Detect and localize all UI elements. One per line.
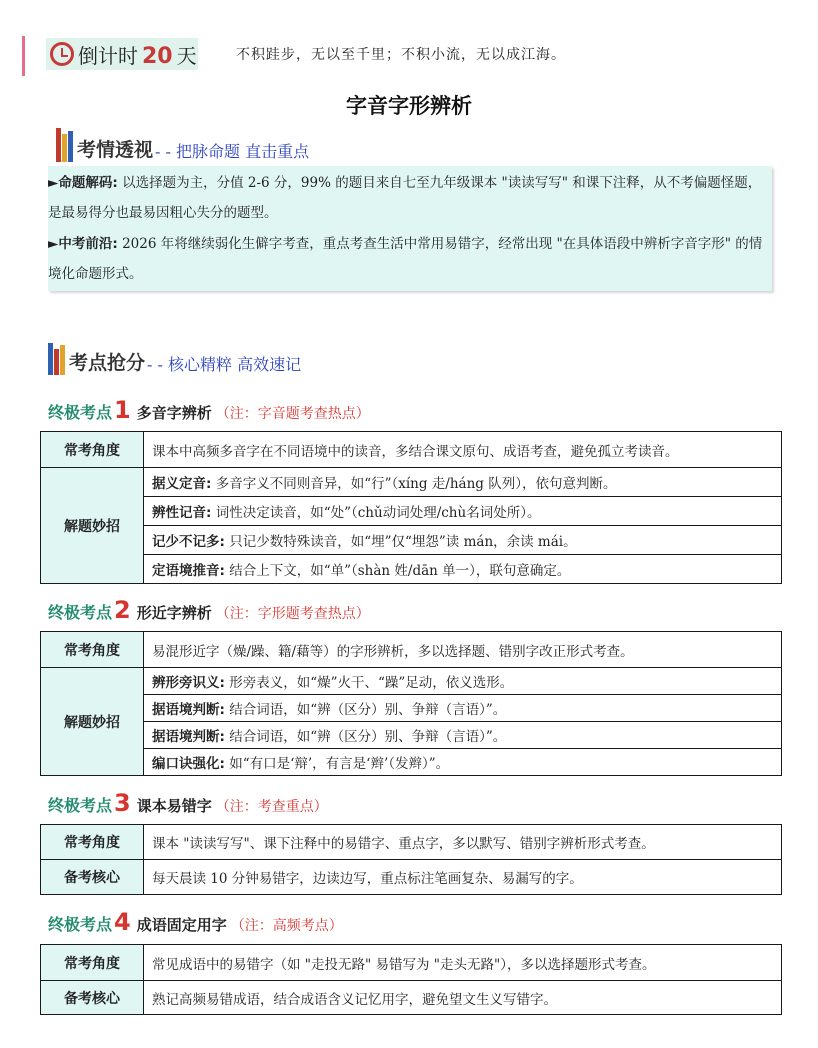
row-content: 每天晨读 10 分钟易错字，边读边写，重点标注笔画复杂、易漏写的字。 [144, 860, 782, 895]
row-label: 备考核心 [41, 981, 144, 1015]
row-content: 课本 "读读写写"、课下注释中的易错字、重点字，多以默写、错别字辨析形式考查。 [144, 825, 782, 860]
motto: 不积跬步，无以至千里；不积小流，无以成江海。 [236, 47, 566, 63]
key-point-heading: 终极考点 2 形近字辨析 （注：字形题考查热点） [48, 596, 370, 624]
key-point-heading: 终极考点 3 课本易错字 （注：考查重点） [48, 789, 328, 817]
books-icon [56, 128, 73, 162]
key-point-table [40, 431, 782, 584]
key-point-heading: 终极考点 4 成语固定用字 （注：高频考点） [48, 908, 343, 936]
key-point-table [40, 631, 782, 776]
row-label: 解题妙招 [41, 668, 144, 776]
exam-info-item: ►中考前沿: 2026 年将继续弱化生僻字考查，重点考查生活中常用易错字，经常出现 "在具体语段中辨析字音字形" 的情境化命题形式。 [48, 236, 763, 282]
points-section-subtitle: - - 核心精粹 高效速记 [147, 355, 302, 374]
row-content: 熟记高频易错成语，结合成语含义记忆用字，避免望文生义写错字。 [144, 981, 782, 1015]
points-section-title: 考点抢分 [69, 352, 146, 374]
tip-item: 记少不记多: 只记少数特殊读音，如“埋”仅“埋怨”读 mán，余读 mái。 [144, 526, 782, 555]
books-icon [48, 343, 65, 375]
exam-info-item: ►命题解码: 以选择题为主，分值 2-6 分，99% 的题目来自七至九年级课本 "读读写写" 和课下注释，从不考偏题怪题，是最易得分也最易因粗心失分的题型。 [48, 175, 762, 221]
row-content: 课本中高频多音字在不同语境中的读音，多结合课文原句、成语考查，避免孤立考读音。 [144, 432, 782, 468]
tip-item: 定语境推音: 结合上下文，如“单”（shàn 姓/dān 单一），联句意确定。 [144, 555, 782, 584]
key-point-table [40, 944, 782, 1015]
countdown-text: 倒计时 20 天 [78, 43, 197, 69]
tip-item: 辨性记音: 词性决定读音，如“处”（chǔ动词处理/chù名词处所）。 [144, 497, 782, 526]
clock-icon [50, 42, 74, 66]
tip-item: 据语境判断: 结合词语，如“辨（区分）别、争辩（言语）”。 [144, 722, 782, 749]
exam-section-heading [56, 128, 309, 162]
row-content: 易混形近字（燥/躁、籍/藉等）的字形辨析，多以选择题、错别字改正形式考查。 [144, 632, 782, 668]
row-label: 常考角度 [41, 432, 144, 468]
exam-section-subtitle: - - 把脉命题 直击重点 [155, 142, 310, 161]
row-label: 常考角度 [41, 632, 144, 668]
row-content: 常见成语中的易错字（如 "走投无路" 易错写为 "走头无路"），多以选择题形式考查。 [144, 945, 782, 981]
margin-marker [22, 36, 25, 76]
row-label: 常考角度 [41, 945, 144, 981]
row-label: 常考角度 [41, 825, 144, 860]
countdown-badge [46, 38, 198, 70]
exam-info-box [48, 166, 772, 291]
exam-section-title: 考情透视 [77, 139, 154, 161]
tip-item: 据语境判断: 结合词语，如“辨（区分）别、争辩（言语）”。 [144, 695, 782, 722]
row-label: 解题妙招 [41, 468, 144, 584]
key-point-heading: 终极考点 1 多音字辨析 （注：字音题考查热点） [48, 396, 370, 424]
points-section-heading [48, 343, 301, 375]
key-point-table [40, 824, 782, 895]
tip-item: 辨形旁识义: 形旁表义，如“燥”火干、“躁”足动，依义选形。 [144, 668, 782, 695]
row-label: 备考核心 [41, 860, 144, 895]
tip-item: 据义定音: 多音字义不同则音异，如“行”（xíng 走/háng 队列），依句意判断。 [144, 468, 782, 497]
countdown-days: 20 [142, 43, 173, 69]
tip-item: 编口诀强化: 如“有口是‘辩’，有言是‘辫’（发辫）”。 [144, 749, 782, 776]
page-title: 字音字形辨析 [346, 94, 472, 118]
